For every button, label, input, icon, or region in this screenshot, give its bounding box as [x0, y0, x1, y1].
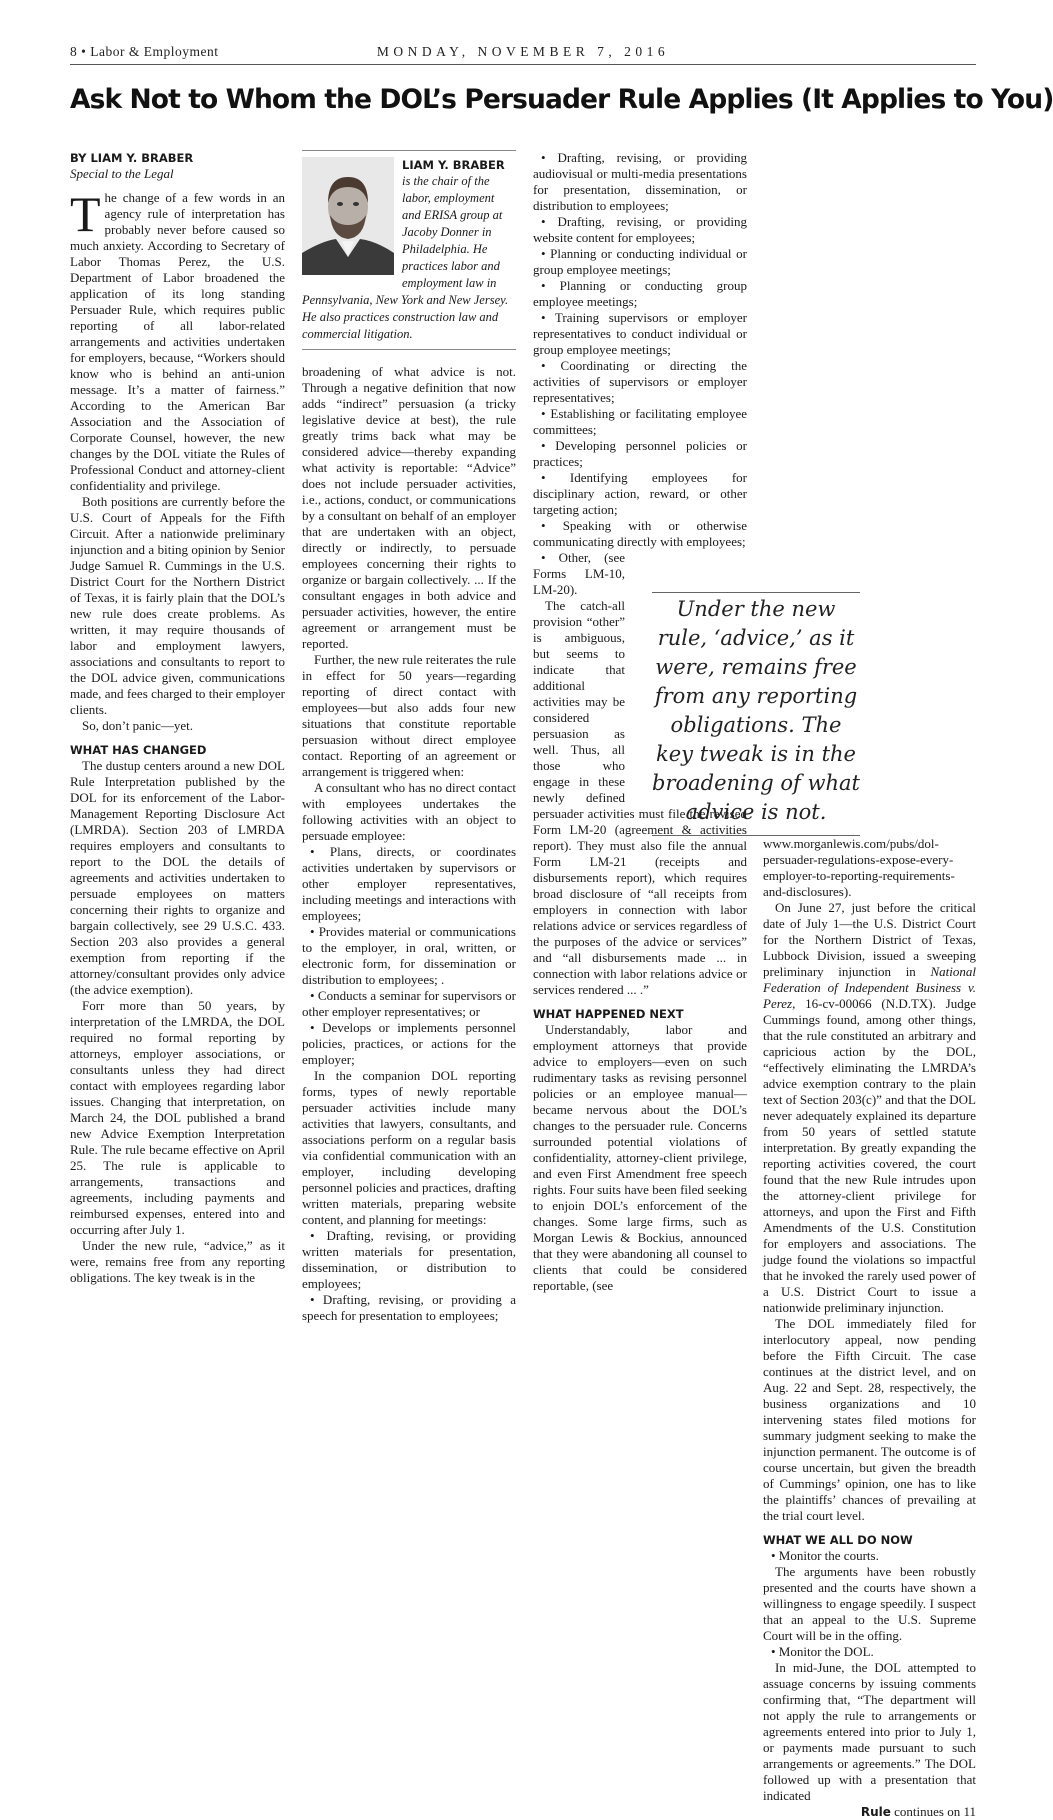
- subhead: WHAT HAS CHANGED: [70, 743, 207, 757]
- folio-left: 8 • Labor & Employment: [70, 44, 219, 59]
- bullet-item: • Monitor the DOL.: [771, 1644, 874, 1659]
- bullet-item: • Drafting, revising, or providing audiovisual or multi-media presentations for presentation, dissemination, or distribution to employees;: [533, 150, 747, 213]
- paragraph: [70, 186, 285, 494]
- bullet-item: • Drafting, revising, or providing a speech for presentation to employees;: [302, 1292, 516, 1323]
- author-name: LIAM Y. BRABER: [402, 158, 505, 172]
- column-2: [302, 150, 516, 1324]
- page-folio: [70, 44, 976, 62]
- paragraph: The arguments have been robustly presented and the courts have shown a willingness to engage speedily. I suspect that an appeal to the U.S. Supreme Court will be in the offing.: [763, 1564, 976, 1643]
- drop-cap: T: [70, 186, 101, 242]
- bullet-item: • Drafting, revising, or providing written materials for presentation, dissemination, or distribution to employees;: [302, 1228, 516, 1291]
- bullet-item: • Provides material or communications to the employer, in oral, written, or electronic form, for dissemination or distribution to employees; .: [302, 924, 516, 987]
- bullet-item: • Plans, directs, or coordinates activities undertaken by supervisors or other employer representatives, including meetings and interactions with employees;: [302, 844, 516, 923]
- section-name: Labor & Employment: [90, 44, 219, 59]
- bullet-item: • Developing personnel policies or practices;: [533, 438, 747, 469]
- bullet-item: • Speaking with or otherwise communicating directly with employees;: [533, 518, 747, 549]
- case-name: National Federation of Independent Business v. Perez: [763, 964, 976, 1011]
- author-photo: [302, 157, 394, 275]
- column-1: [70, 150, 285, 1286]
- subhead: WHAT WE ALL DO NOW: [763, 1533, 913, 1547]
- bullet-item: • Coordinating or directing the activities of supervisors or employer representatives;: [533, 358, 747, 405]
- paragraph: A consultant who has no direct contact with employees undertakes the following activities with an object to persuade employee:: [302, 780, 516, 843]
- paragraph: Under the new rule, “advice,” as it were, remains free from any reporting obligations. The key tweak is in the: [70, 1238, 285, 1285]
- paragraph: Understandably, labor and employment attorneys that provide advice to employers—even on such rudimentary tasks as revising personnel policies or an employee manual—became nervous about the DOL’s changes to the persuader rule. Concerns surrounded potential violations of confidentiality, attorney-client privilege, and even First Amendment free speech rights. Four suits have been filed seeking to enjoin DOL’s enforcement of the changes. Some large firms, such as Morgan Lewis & Bockius, announced that they were abandoning all counsel to clients that could be considered reportable, (see: [533, 1022, 747, 1293]
- paragraph: Both positions are currently before the U.S. Court of Appeals for the Fifth Circuit. After a nationwide preliminary injunction and a biting opinion by Senior Judge Samuel R. Cummings in the U.S. District Court for the Northern District of Texas, it is fairly plain that the DOL’s new rule does create problems. As written, it may require thousands of labor and employment lawyers, associations and consultants to report to the DOL advice given, communications made, and fees charged to their employer clients.: [70, 494, 285, 717]
- headline: Ask Not to Whom the DOL’s Persuader Rule Applies (It Applies to You): [70, 84, 1053, 115]
- bullet-item: • Monitor the courts.: [771, 1548, 879, 1563]
- paragraph: In the companion DOL reporting forms, types of newly reportable persuader activities include many activities that lawyers, consultants, and associations perform on a regular basis via confidential communication with an employer, including developing personnel policies and practices, drafting written materials, preparing website content, and planning for meetings:: [302, 1068, 516, 1227]
- paragraph: Further, the new rule reiterates the rule in effect for 50 years—regarding reporting of direct contact with employees—but also adds four new situations that constitute reportable persuasion without direct employee contact. Reporting of an agreement or arrangement is triggered when:: [302, 652, 516, 779]
- paragraph: The catch-all provision “other” is ambiguous, but seems to indicate that additional activities may be considered persuasion as well. Thus, all those who engage in these newly defined persuader activities must file the revised Form LM-20 (agreement & activities report). They must also file the annual Form LM-21 (receipts and disbursements report), which requires broad disclosure of “all receipts from employers in connection with labor relations advice or services regardless of the purposes of the advice or services” and “all disbursements made ... in connection with labor relations advice or services rendered ... .”: [533, 598, 747, 997]
- bullet-item: • Planning or conducting individual or group employee meetings;: [533, 246, 747, 277]
- pull-quote: Under the new rule, ‘advice,’ as it were, remains free from any reporting obligations. The key tweak is in the broadening of what advice is not.: [652, 592, 860, 836]
- paragraph-text: On June 27, just before the critical date of July 1—the U.S. District Court for the Northern District of Texas, Lubbock Division, issued a sweeping preliminary injunction in: [763, 900, 976, 979]
- paragraph: Forr more than 50 years, by interpretation of the LMRDA, the DOL required no formal reporting by attorneys, employer associations, or consultants unless they had direct contact with employees regarding labor issues. Changing that interpretation, on March 24, the DOL published a brand new Advice Exemption Interpretation Rule. The rule became effective on April 25. The rule is applicable to arrangements, transactions and agreements, including payments and reimbursed expenses, entered into and occurring after July 1.: [70, 998, 285, 1237]
- bullet-item: • Conducts a seminar for supervisors or other employer representatives; or: [302, 988, 516, 1019]
- bullet-item: • Drafting, revising, or providing website content for employees;: [533, 214, 747, 245]
- paragraph-text: , 16-cv-00066 (N.D.TX). Judge Cummings found, among other things, that the rule constituted an arbitrary and capricious action by the DOL, “effectively eliminating the LMRDA’s advice exemption contrary to the plain text of Section 203(c)” and that the DOL never adequately explained its departure from 50 years of settled statute interpretation. By greatly expanding the reporting activities covered, the court found that the new Rule intrudes upon the attorney-client privilege for attorneys, and upon the First and Fifth Amendments of the U.S. Constitution for employers and associations. The judge found the violations so impactful that he invoked the rarely used power of a U.S. District Court to issue a nationwide preliminary injunction.: [763, 996, 976, 1315]
- jump-line: [763, 1804, 976, 1820]
- paragraph-text: he change of a few words in an agency rule of interpretation has probably never before caused so much anxiety. According to Secretary of Labor Thomas Perez, the U.S. Department of Labor broadened the application of its long standing Persuader Rule, which requires public reporting of all labor-related arrangements and activities undertaken for employers, because, “Workers should know who is behind an anti-union message. It’s a matter of fairness.” According to the American Bar Association and the Association of Corporate Counsel, however, the new changes by the DOL vitiate the Rules of Professional Conduct and attorney-client confidentiality and privilege.: [70, 190, 285, 493]
- bullet-item: • Other, (see Forms LM-10, LM-20).: [533, 550, 625, 597]
- issue-date: MONDAY, NOVEMBER 7, 2016: [376, 44, 670, 59]
- jump-word: Rule: [860, 1805, 891, 1819]
- url-paragraph: www.morganlewis.com/pubs/dol-persuader-regulations-expose-every-employer-to-reporting-requirements-and-disclosures).: [763, 836, 955, 899]
- paragraph: The DOL immediately filed for interlocutory appeal, now pending before the Fifth Circuit. The case continues at the district level, and on Aug. 22 and Sept. 28, respectively, the business organizations and 10 intervening states filed motions for summary judgment seeking to make the injunction permanent. The outcome is of course uncertain, but given the breadth of Cummings’ opinion, one has to like the plaintiffs’ chances of prevailing at the trial court level.: [763, 1316, 976, 1523]
- bullet-item: • Identifying employees for disciplinary action, reward, or other targeting action;: [533, 470, 747, 517]
- jump-text: continues on 11: [890, 1804, 976, 1819]
- author-bio: is the chair of the labor, employment and ERISA group at Jacoby Donner in Philadelphia. He practices labor and employment law in Pennsylvania, New York and New Jersey. He also practices construction law and commercial litigation.: [302, 174, 509, 341]
- subhead: WHAT HAPPENED NEXT: [533, 1007, 684, 1021]
- column-4: [763, 150, 976, 1820]
- author-box: [302, 150, 516, 350]
- paragraph: In mid-June, the DOL attempted to assuage concerns by issuing comments confirming that, “The department will not apply the rule to arrangements or agreements entered into prior to July 1, or payments made pursuant to such arrangements or agreements.” The DOL followed up with a presentation that indicated: [763, 1660, 976, 1803]
- paragraph: The dustup centers around a new DOL Rule Interpretation published by the DOL for its enforcement of the Labor-Management Reporting Disclosure Act (LMRDA). Section 203 of LMRDA requires employers and consultants to report to the DOL the details of agreements and activities undertaken to persuade employees on matters concerning their rights to organize and bargain collectively, see 29 U.S.C. 433. Section 203 also provides a general exemption from reporting if the attorney/consultant provides only advice (the advice exemption).: [70, 758, 285, 997]
- byline-affiliation: Special to the Legal: [70, 166, 174, 181]
- paragraph: [763, 900, 976, 1316]
- page-number: 8: [70, 44, 78, 59]
- paragraph: broadening of what advice is not. Through a negative definition that now adds “indirect” persuasion (a tricky legislative device at best), the rule greatly trims back what may be considered advice—thereby expanding what activity is reportable: “Advice” does not include persuader activities, i.e., actions, conduct, or communications by a consultant on behalf of an employer that are undertaken with an object, directly or indirectly, to persuade employees concerning their rights to organize or bargain collectively. ... If the consultant engages in both advice and persuader activities, however, the entire agreement or arrangement must be reported.: [302, 364, 516, 651]
- paragraph: So, don’t panic—yet.: [82, 718, 193, 733]
- bullet-item: • Planning or conducting group employee meetings;: [533, 278, 747, 309]
- header-rule: [70, 64, 976, 65]
- bullet-item: • Training supervisors or employer representatives to conduct individual or group employee meetings;: [533, 310, 747, 357]
- byline-author: BY LIAM Y. BRABER: [70, 151, 194, 165]
- bullet-item: • Develops or implements personnel policies, practices, or actions for the employer;: [302, 1020, 516, 1067]
- bullet-item: • Establishing or facilitating employee committees;: [533, 406, 747, 437]
